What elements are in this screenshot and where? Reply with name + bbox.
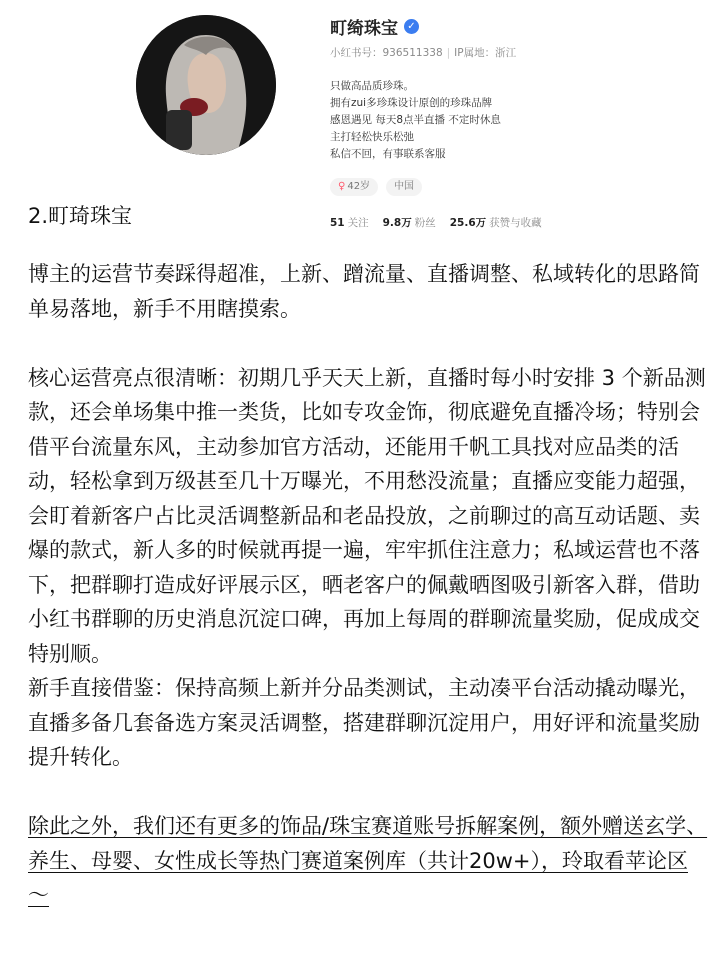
paragraph-intro: 博主的运营节奏踩得超准，上新、蹭流量、直播调整、私域转化的思路简单易落地，新手不用瞎摸索。 xyxy=(28,262,700,321)
avatar[interactable] xyxy=(136,15,276,155)
section-heading: 2.町琦珠宝 xyxy=(28,204,133,228)
avatar-photo xyxy=(136,15,276,155)
ip-location: IP属地：浙江 xyxy=(454,47,517,59)
age-tag-label: 42岁 xyxy=(347,181,371,192)
bio-line: 感恩遇见 每天8点半直播 不定时休息 xyxy=(330,114,501,126)
stat-likes xyxy=(450,215,542,230)
stat-value: 9.8万 xyxy=(382,217,412,229)
paragraph-advice: 新手直接借鉴：保持高频上新并分品类测试，主动凑平台活动撬动曝光，直播多备几套备选方案灵活调整，搭建群聊沉淀用户，用好评和流量奖励提升转化。 xyxy=(28,676,700,769)
stat-label: 关注 xyxy=(347,217,369,229)
paragraph-cta: 除此之外，我们还有更多的饰品/珠宝赛道账号拆解案例，额外赠送玄学、养生、母婴、女性成长等热门赛道案例库（共计20w+），玲取看苹论区～ xyxy=(28,814,708,907)
bio-line: 只做高品质珍珠。 xyxy=(330,80,414,92)
account-id: 小红书号：936511338 xyxy=(330,47,443,59)
article-body xyxy=(28,257,708,913)
profile-tags xyxy=(330,178,422,196)
profile-name-row xyxy=(330,14,419,39)
age-tag xyxy=(330,178,378,196)
paragraph-highlights: 核心运营亮点很清晰：初期几乎天天上新，直播时每小时安排 3 个新品测款，还会单场集中推一类货，比如专攻金饰，彻底避免直播冷场；特别会借平台流量东风，主动参加官方活动，还能用千帆工具找对应品类的活动，轻松拿到万级甚至几十万曝光，不用愁没流量；直播应变能力超强，会盯着新客户占比灵活调整新品和老品投放，之前聊过的高互动话题、卖爆的款式，新人多的时候就再提一遍，牢牢抓住注意力；私域运营也不落下，把群聊打造成好评展示区，晒老客户的佩戴晒图吸引新客入群，借助小红书群聊的历史消息沉淀口碑，再加上每周的群聊流量奖励，促成成交特别顺。 xyxy=(28,365,706,666)
region-tag: 中国 xyxy=(386,178,422,196)
bio-line: 拥有zui多珍珠设计原创的珍珠品牌 xyxy=(330,97,493,109)
verified-badge-icon: ✓ xyxy=(404,19,419,34)
bio-line: 主打轻松快乐松弛 xyxy=(330,131,414,143)
profile-stats xyxy=(330,215,542,230)
profile-meta: 小红书号：936511338 | IP属地：浙江 xyxy=(330,47,517,59)
profile-bio xyxy=(330,78,501,163)
stat-label: 获赞与收藏 xyxy=(489,217,542,229)
female-icon: ♀ xyxy=(338,181,346,192)
stat-value: 25.6万 xyxy=(449,217,487,229)
stat-value: 51 xyxy=(330,217,345,229)
stat-followers[interactable] xyxy=(383,215,436,230)
profile-name: 町绮珠宝 xyxy=(330,19,398,39)
stat-following[interactable] xyxy=(330,215,369,230)
bio-line: 私信不回，有事联系客服 xyxy=(330,148,446,160)
stat-label: 粉丝 xyxy=(414,217,436,229)
